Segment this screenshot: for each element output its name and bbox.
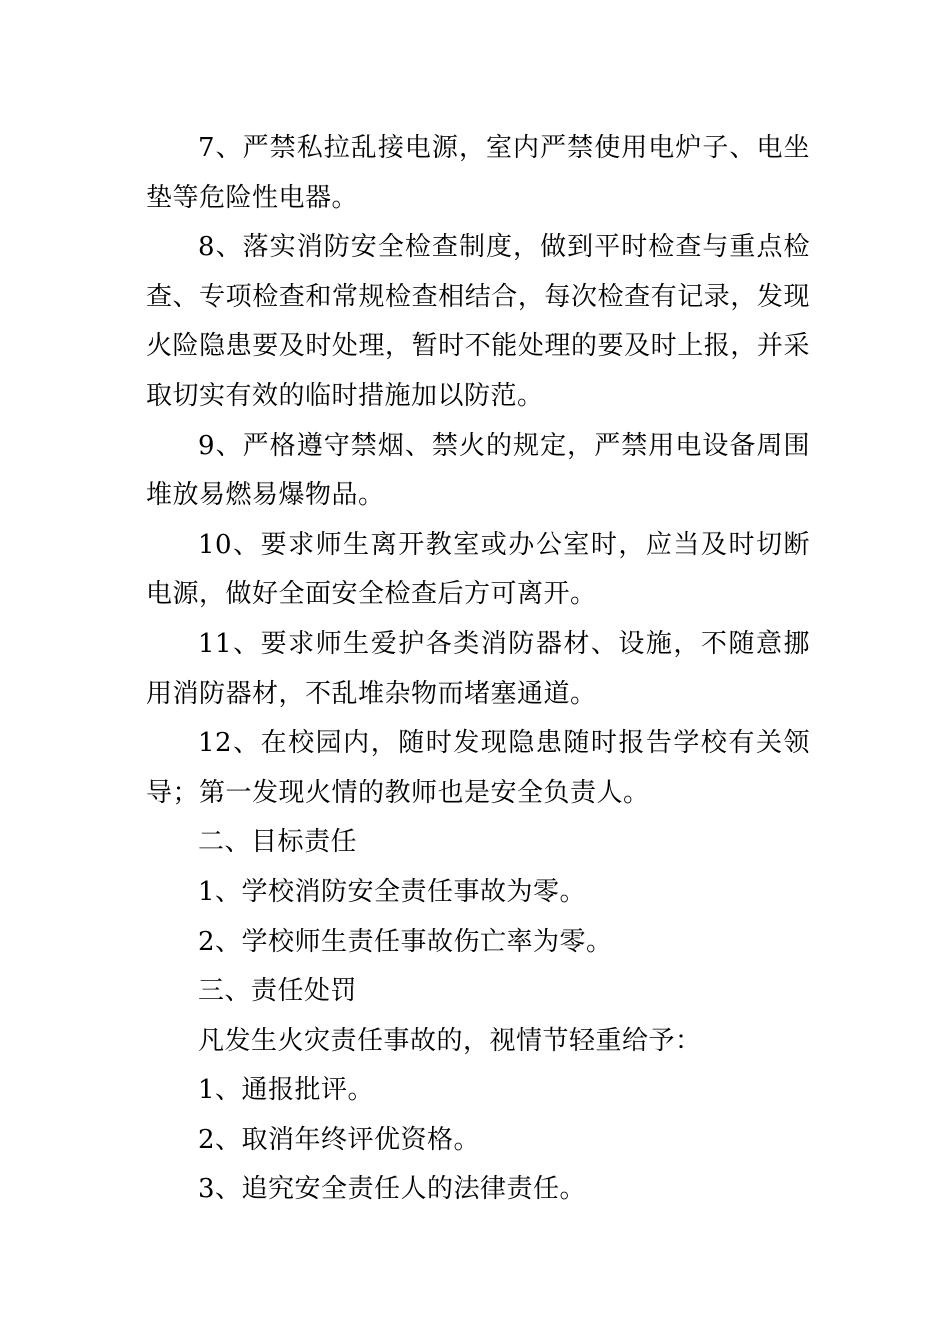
section-heading-goal-responsibility: 二、目标责任 [198,827,358,858]
penalty-intro: 凡发生火灾责任事故的，视情节轻重给予： [198,1025,702,1056]
paragraph-rule-9: 9、严格遵守禁烟、禁火的规定，严禁用电设备周围堆放易燃易爆物品。 [146,430,810,511]
paragraph-rule-8: 8、落实消防安全检查制度，做到平时检查与重点检查、专项检查和常规检查相结合，每次检查有记录，发现火险隐患要及时处理，暂时不能处理的要及时上报，并采取切实有效的临时措施加以防范。 [146,232,810,411]
document-body [146,124,810,1215]
goal-item-2: 2、学校师生责任事故伤亡率为零。 [198,926,613,957]
goal-item-1: 1、学校消防安全责任事故为零。 [198,876,587,907]
penalty-item-2: 2、取消年终评优资格。 [198,1124,481,1155]
paragraph-rule-10: 10、要求师生离开教室或办公室时，应当及时切断电源，做好全面安全检查后方可离开。 [146,529,810,610]
section-heading-penalties: 三、责任处罚 [198,976,358,1007]
penalty-item-3: 3、追究安全责任人的法律责任。 [198,1174,587,1205]
paragraph-rule-7: 7、严禁私拉乱接电源，室内严禁使用电炉子、电坐垫等危险性电器。 [146,133,810,213]
paragraph-rule-11: 11、要求师生爱护各类消防器材、设施，不随意挪用消防器材，不乱堆杂物而堵塞通道。 [146,628,810,709]
penalty-item-1: 1、通报批评。 [198,1075,375,1106]
paragraph-rule-12: 12、在校园内，随时发现隐患随时报告学校有关领导；第一发现火情的教师也是安全负责人。 [146,728,810,808]
